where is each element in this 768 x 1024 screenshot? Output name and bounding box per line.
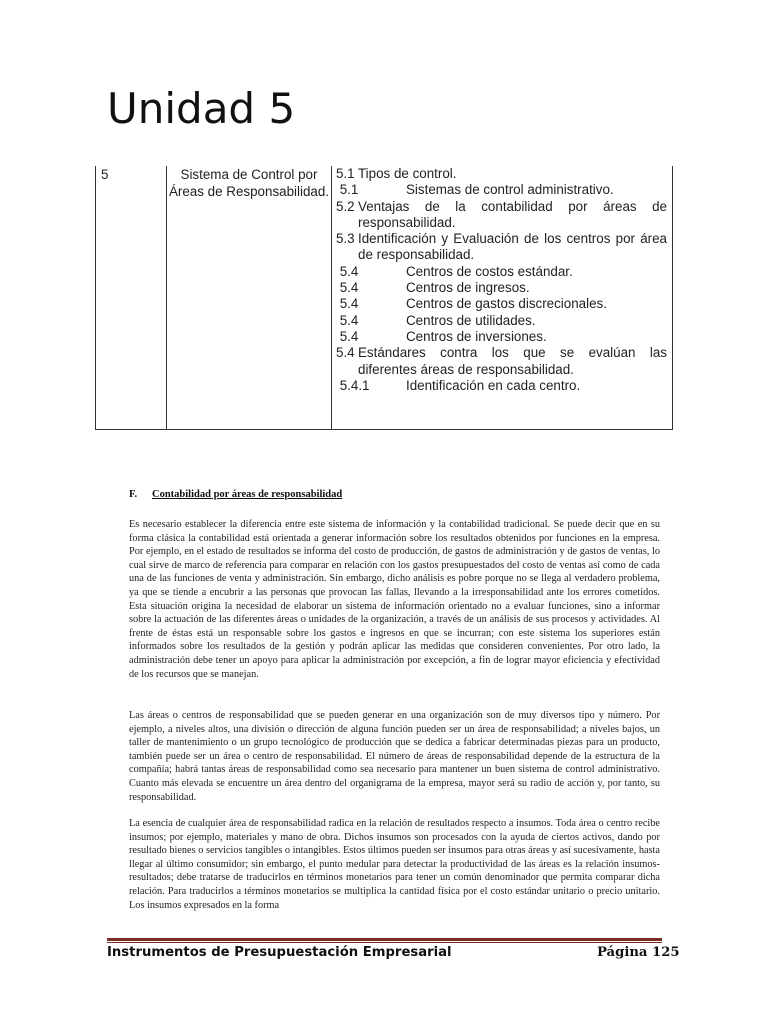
section-title: Contabilidad por áreas de responsabilidad	[152, 489, 343, 500]
topic-continuation: diferentes áreas de responsabilidad.	[358, 361, 574, 377]
topic-text: Sistemas de control administrativo.	[406, 182, 614, 198]
topic-code: 5.1	[336, 182, 359, 198]
system-name-cell: Sistema de Control por Áreas de Responsabilidad.	[167, 166, 332, 430]
topic-code: 5.4.1	[336, 377, 370, 393]
topic-code: 5.4	[336, 312, 359, 328]
topic-item	[336, 313, 667, 329]
topics-table	[95, 166, 673, 430]
topic-code: 5.3	[336, 231, 355, 247]
topic-continuation: responsabilidad.	[358, 214, 456, 230]
topic-list	[336, 166, 667, 394]
footer-rule-thin	[107, 942, 662, 943]
topic-text: Centros de ingresos.	[406, 280, 530, 296]
topic-continuation: de responsabilidad.	[358, 247, 475, 263]
topic-item	[336, 345, 667, 361]
topic-item	[336, 264, 667, 280]
section-heading	[129, 489, 342, 500]
topic-text: Estándares contra los que se evalúan las	[358, 345, 667, 361]
topic-item	[336, 231, 667, 247]
topic-text: Identificación en cada centro.	[406, 377, 581, 393]
topic-item	[336, 378, 667, 394]
topic-text: Centros de inversiones.	[406, 328, 547, 344]
topic-text: Identificación y Evaluación de los centros por área	[358, 231, 667, 247]
topic-item	[336, 182, 667, 198]
paragraph: Las áreas o centros de responsabilidad que se pueden generar en una organización son de muy diversos tipo y número. Por ejemplo, a niveles altos, una división o dirección de alguna función pueden ser un área de responsabilidad; a niveles bajos, un taller de mantenimiento o un grupo tecnológico de producción que se dedica a fabricar determinadas piezas para un producto, también puede ser un área o centro de responsabilidad. El número de áreas de responsabilidad depende de la estructura de la compañía; habrá tantas áreas de responsabilidad como sea necesario para mantener un buen sistema de control administrativo. Cuanto más elevada se encuentre un área dentro del organigrama de la empresa, mayor será su radio de acción y, por tanto, su responsabilidad.	[129, 710, 660, 803]
footer-rule	[107, 938, 662, 941]
unit-number-cell: 5	[96, 166, 167, 430]
topic-text: Centros de gastos discrecionales.	[406, 296, 607, 312]
section-letter: F.	[129, 489, 138, 500]
topic-item	[336, 329, 667, 345]
topic-code: 5.4	[336, 328, 359, 344]
topic-text: Tipos de control.	[358, 166, 457, 181]
topic-item	[336, 296, 667, 312]
topic-text: Centros de utilidades.	[406, 312, 536, 328]
table-row	[96, 166, 673, 430]
topic-code: 5.1	[336, 166, 355, 181]
topic-item	[336, 199, 667, 215]
topic-item	[336, 166, 667, 182]
topic-code: 5.4	[336, 296, 359, 312]
topic-code: 5.4	[336, 345, 355, 361]
topic-code: 5.4	[336, 280, 359, 296]
topics-cell	[332, 166, 673, 430]
paragraph: Es necesario establecer la diferencia entre este sistema de información y la contabilidad tradicional. Se puede decir que en su forma clásica la contabilidad está orientada a generar información sobre los resultados obtenidos por funciones en la empresa. Por ejemplo, en el estado de resultados se informa del costo de producción, de gastos de administración y de gastos de ventas, lo cual sirve de marco de referencia para comparar en relación con los gastos presupuestados del costo de ventas así como de cada una de las funciones de venta y administración. Sin embargo, dicho análisis es pobre porque no se llega al verdadero problema, ya que se tiende a encubrir a las personas que provocan las fallas, llevando a la irresponsabilidad ante los errores cometidos. Esta situación origina la necesidad de elaborar un sistema de información orientado no a evaluar funciones, sino a informar sobre la actuación de las diferentes áreas o unidades de la organización, a través de un análisis de sus procesos y actividades. Al frente de éstas está un responsable sobre los gastos e ingresos en que se incurran; con este sistema los superiores están informados sobre los resultados de la gestión y podrán aplicar las medidas que consideren convenientes. Por otro lado, la administración debe tener un apoyo para aplicar la administración por excepción, a fin de lograr mayor eficiencia y efectividad de los recursos que se manejan.	[129, 519, 660, 680]
topic-text: Ventajas de la contabilidad por áreas de	[358, 198, 667, 214]
footer-title: Instrumentos de Presupuestación Empresarial	[107, 945, 452, 960]
topic-code: 5.4	[336, 263, 359, 279]
page-number: Página 125	[597, 945, 680, 960]
topic-item	[336, 280, 667, 296]
topic-code: 5.2	[336, 198, 355, 214]
topic-text: Centros de costos estándar.	[406, 263, 573, 279]
paragraph: La esencia de cualquier área de responsabilidad radica en la relación de resultados respecto a insumos. Toda área o centro recibe insumos; por ejemplo, materiales y mano de obra. Dichos insumos son procesados con la ayuda de ciertos activos, dando por resultado bienes o servicios tangibles o intangibles. Estos últimos pueden ser insumos para otras áreas y así sucesivamente, hasta llegar al último consumidor; sin embargo, el punto medular para detectar la productividad de las áreas es la relación insumos-resultados; debe tratarse de traducirlos en términos monetarios para tener un común denominador que permita comparar dicha relación. Para traducirlos a términos monetarios se multiplica la cantidad física por el costo estándar unitario o precio unitario. Los insumos expresados en la forma	[129, 818, 660, 911]
unit-title: Unidad 5	[107, 84, 296, 133]
